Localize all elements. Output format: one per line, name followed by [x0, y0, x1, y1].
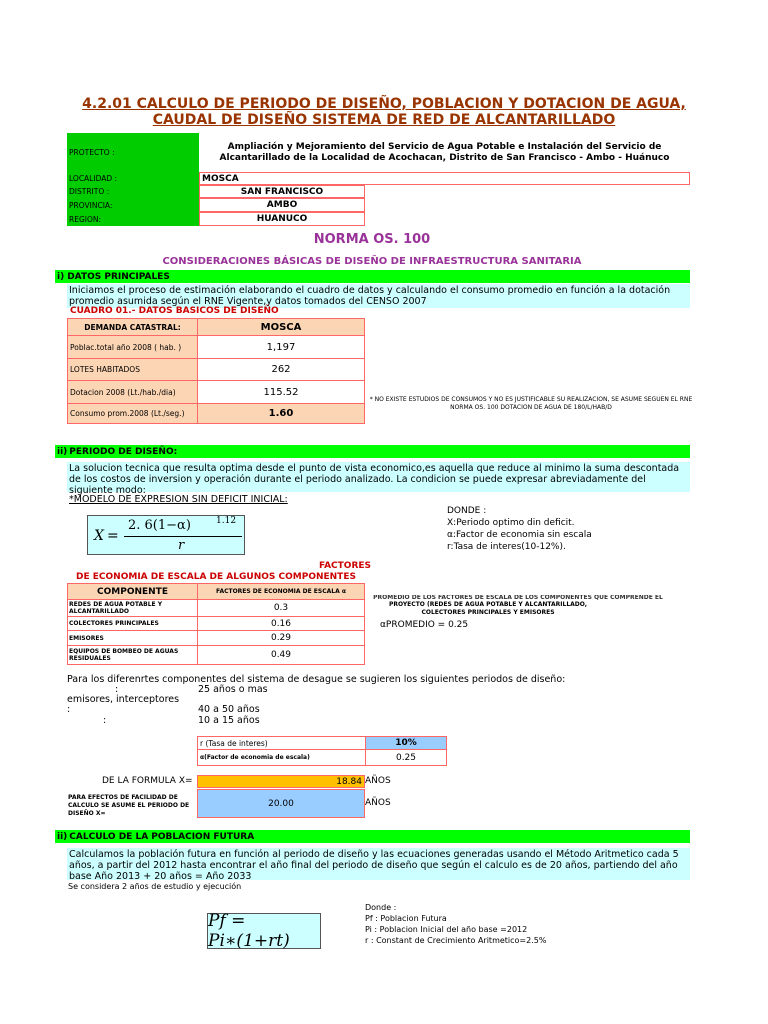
cuadro-01-title: CUADRO 01.- DATOS BASICOS DE DISEÑO [70, 306, 279, 316]
section-title: DATOS PRINCIPALES [67, 271, 170, 282]
table-cell-value: 115.52 [198, 381, 364, 404]
donde-line: X:Periodo optimo din deficit. [447, 518, 575, 528]
modelo-label: *MODELO DE EXPRESION SIN DEFICIT INICIAL: [69, 494, 288, 505]
localidad-label: LOCALIDAD : [67, 172, 199, 185]
region-label: REGION: [67, 212, 199, 226]
periodos-text: Para los diferenrtes componentes del sistema de desague se sugieren los siguientes periodos de diseño: [67, 674, 566, 685]
formula-den: r [178, 538, 185, 553]
tasa-value: 10% [366, 737, 446, 750]
estudio-note: Se considera 2 años de estudio y ejecución [68, 882, 242, 891]
formula-periodo [87, 515, 245, 555]
periodo-name: : [115, 684, 119, 695]
section-title: PERIODO DE DISEÑO: [69, 446, 178, 457]
formula-eq: = [107, 528, 119, 544]
provincia-value: AMBO [199, 198, 365, 212]
section-datos-principales-header [55, 270, 690, 283]
section-num: ii) [57, 446, 68, 457]
asume-value: 20.00 [197, 789, 365, 818]
table-cell-value: 262 [198, 359, 364, 381]
factor-val: 0.29 [198, 631, 364, 646]
asume-label: PARA EFECTOS DE FACILIDAD DE CALCULO SE ASUME EL PERIODO DE DISEÑO X= [68, 794, 190, 817]
formula-num: 2. 6(1−α) [128, 518, 191, 533]
table-cell-label: Dotacion 2008 (Lt./hab./dia) [68, 381, 198, 404]
factor-val: 0.3 [198, 600, 364, 617]
factores-title1: FACTORES [318, 561, 372, 571]
donde-line: α:Factor de economia sin escala [447, 530, 592, 540]
formula-x-value: 18.84 [197, 775, 365, 788]
anos-label-1: AÑOS [365, 776, 391, 786]
factores-head-comp: COMPONENTE [68, 584, 198, 600]
factor-val: 0.16 [198, 617, 364, 631]
donde-line: r:Tasa de interes(10-12%). [447, 542, 566, 552]
section-num: i) [57, 271, 65, 282]
consumo-note: * NO EXISTE ESTUDIOS DE CONSUMOS Y NO ES JUSTIFICABLE SU REALIZACION, SE ASUME SEGUEN EL RNE NORMA OS. 100 DOTACION DE AGUA DE 180/L/HAB/D [369, 396, 693, 411]
table-cell-value: 1,197 [198, 336, 364, 359]
factor-comp: EMISORES [68, 631, 198, 646]
distrito-label: DISTRITO : [67, 185, 199, 198]
table-cell-label: Poblac.total año 2008 ( hab. ) [68, 336, 198, 359]
periodo-name: : [67, 704, 71, 715]
factores-table [67, 583, 365, 665]
tasa-label: r (Tasa de interes) [198, 737, 366, 750]
section-num: ii) [57, 831, 68, 842]
cuadro-01-table [67, 318, 365, 424]
donde-line: Pi : Poblacion Inicial del año base =2012 [365, 925, 528, 934]
formula-x: X [94, 528, 104, 544]
factores-head-val: FACTORES DE ECONOMIA DE ESCALA α [198, 584, 364, 600]
tasa-table [197, 736, 447, 766]
provincia-label: PROVINCIA: [67, 198, 199, 212]
page-title-line2: CAUDAL DE DISEÑO SISTEMA DE RED DE ALCANTARILLADO [152, 112, 616, 128]
factor-comp: REDES DE AGUA POTABLE Y ALCANTARILLADO [68, 600, 198, 617]
formula-exp: 1.12 [216, 516, 237, 526]
donde-line: Donde : [365, 903, 397, 912]
section3-text: Calculamos la población futura en función al periodo de diseño y las ecuaciones generadas usando el Método Aritmetico cada 5 años, a partir del 2012 hasta encontrar el año final del periodo de diseño que según el calculo es de 20 años, partiendo del año base Año 2013 + 20 años = Año 2033 [67, 848, 690, 880]
table-cell-value: MOSCA [198, 319, 364, 336]
proyecto-label: PROTECTO : [67, 133, 199, 172]
table-cell-label: LOTES HABITADOS [68, 359, 198, 381]
formula-x-label: DE LA FORMULA X= [102, 776, 193, 786]
table-cell-label: DEMANDA CATASTRAL: [68, 319, 198, 336]
donde-list [447, 505, 592, 553]
donde-line: Pf : Poblacion Futura [365, 914, 447, 923]
formula-fraction-bar [124, 536, 242, 537]
region-value: HUANUCO [199, 212, 365, 226]
factor-comp: COLECTORES PRINCIPALES [68, 617, 198, 631]
localidad-value: MOSCA [199, 172, 690, 185]
periodo-value: 25 años o mas [198, 684, 268, 695]
section1-text: Iniciamos el proceso de estimación elaborando el cuadro de datos y calculando el consumo promedio en función a la dotación promedio asumida según el RNE Vigente,y datos tomados del CENSO 2007 [67, 284, 690, 308]
consideraciones-title: CONSIDERACIONES BÁSICAS DE DISEÑO DE INFRAESTRUCTURA SANITARIA [162, 256, 582, 267]
periodo-name: emisores, interceptores [67, 694, 180, 705]
periodo-value: 40 a 50 años [198, 704, 260, 715]
norma-title: NORMA OS. 100 [313, 232, 431, 247]
donde-poblacion [365, 902, 546, 946]
section2-text: La solucion tecnica que resulta optima desde el punto de vista economico,es aquella que reduce al minimo la suma descontada de los costos de inversion y operación durante el periodo analizado. La condicion se puede expresar abreviadamente del siguiente modo: [67, 462, 690, 492]
anos-label-2: AÑOS [365, 798, 391, 808]
periodo-value: 10 a 15 años [198, 715, 260, 726]
right-note-cut: PROMEDIO DE LOS FACTORES DE ESCALA DE LOS COMPONENTES QUE COMPRENDE EL [373, 595, 663, 600]
alfa-value: 0.25 [395, 752, 417, 763]
factor-val: 0.49 [270, 650, 292, 660]
factor-comp: EQUIPOS DE BOMBEO DE AGUAS RESIDUALES [68, 646, 198, 664]
distrito-value: SAN FRANCISCO [199, 185, 365, 198]
alpha-promedio: αPROMEDIO = 0.25 [380, 620, 469, 630]
page-title-line1: 4.2.01 CALCULO DE PERIODO DE DISEÑO, POBLACION Y DOTACION DE AGUA, [82, 96, 686, 112]
right-note: PROYECTO (REDES DE AGUA POTABLE Y ALCANTARILLADO, COLECTORES PRINCIPALES Y EMISORES [388, 601, 588, 616]
proyecto-value: Ampliación y Mejoramiento del Servicio de Agua Potable e Instalación del Servicio de Alcantarillado de la Localidad de Acochacan, Distrito de San Francisco - Ambo - Huánuco [219, 141, 670, 163]
section-periodo-header [55, 445, 690, 458]
factores-title2: DE ECONOMIA DE ESCALA DE ALGUNOS COMPONENTES [76, 572, 356, 582]
section-poblacion-header [55, 830, 690, 843]
donde-line: DONDE : [447, 506, 487, 516]
formula-poblacion: Pf = Pi∗(1+rt) [207, 913, 321, 949]
table-cell-label: Consumo prom.2008 (Lt./seg.) [68, 404, 198, 423]
periodo-name: : [103, 715, 107, 726]
alfa-label: α(Factor de economia de escala) [198, 750, 366, 765]
donde-line: r : Constant de Crecimiento Aritmetico=2.5% [365, 936, 547, 945]
table-cell-value: 1.60 [198, 404, 364, 423]
section-title: CALCULO DE LA POBLACION FUTURA [69, 831, 255, 842]
